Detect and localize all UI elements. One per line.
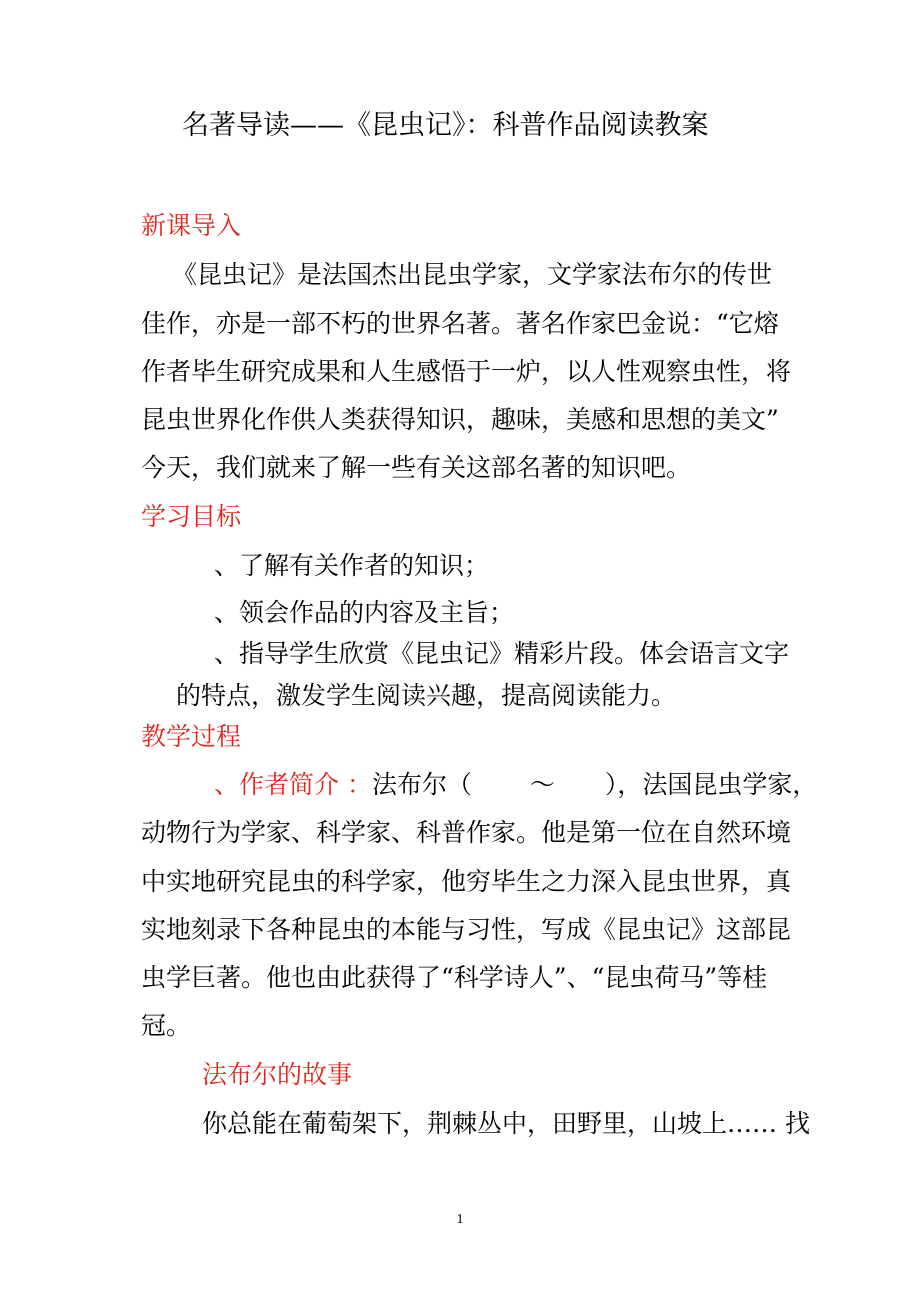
story-line: 你总能在葡萄架下，荆棘丛中，田野里，山坡上…… 找: [202, 1109, 810, 1138]
author-intro-label: 、作者简介 ：: [214, 770, 372, 799]
author-line: 实地刻录下各种昆虫的本能与习性，写成《昆虫记》这部昆: [141, 915, 792, 944]
intro-line: 《昆虫记》是法国杰出昆虫学家，文学家法布尔的传世: [172, 260, 773, 289]
intro-line: 今天，我们就来了解一些有关这部名著的知识吧。: [141, 453, 692, 482]
goal-item-continued: 的特点，激发学生阅读兴趣，提高阅读能力。: [176, 681, 677, 710]
intro-line: 作者毕生研究成果和人生感悟于一炉，以人性观察虫性，将: [141, 357, 792, 386]
author-intro-text: 法布尔（ ～ ），法国昆虫学家，: [371, 770, 818, 799]
author-line: 虫学巨著。他也由此获得了“科学诗人”、“昆虫荷马”等桂: [141, 963, 768, 992]
goal-item: 、了解有关作者的知识；: [214, 551, 490, 580]
page-number: 1: [456, 1212, 464, 1227]
page-title: 名著导读——《昆虫记》：科普作品阅读教案: [182, 110, 709, 141]
section-heading-goals: 学习目标: [141, 502, 242, 531]
author-intro-first-line: [214, 772, 817, 797]
goal-item: 、指导学生欣赏《昆虫记》精彩片段。体会语言文字: [214, 639, 790, 668]
author-line: 中实地研究昆虫的科学家，他穷毕生之力深入昆虫世界，真: [141, 867, 792, 896]
author-line: 动物行为学家、科学家、科普作家。他是第一位在自然环境: [141, 818, 792, 847]
intro-line: 佳作，亦是一部不朽的世界名著。著名作家巴金说：“它熔: [141, 309, 779, 338]
author-line: 冠。: [141, 1011, 192, 1040]
section-heading-intro: 新课导入: [141, 211, 242, 240]
section-heading-process: 教学过程: [141, 722, 242, 751]
story-heading: 法布尔的故事: [202, 1060, 353, 1089]
intro-line: 昆虫世界化作供人类获得知识，趣味，美感和思想的美文”: [141, 405, 779, 434]
goal-item: 、领会作品的内容及主旨；: [214, 598, 515, 627]
